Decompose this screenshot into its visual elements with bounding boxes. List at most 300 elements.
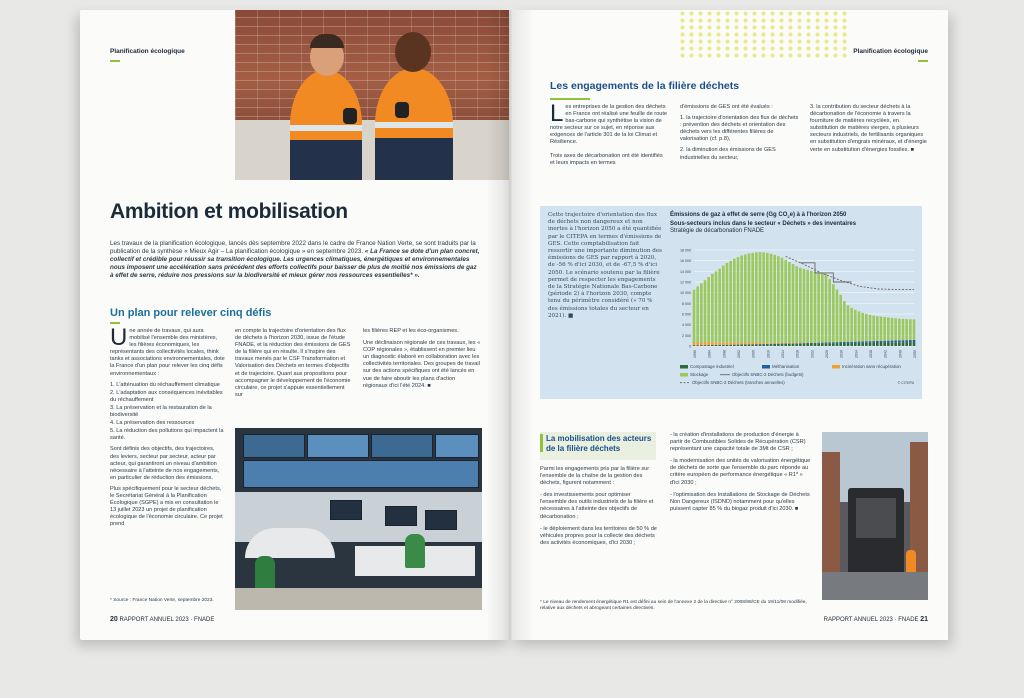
legend-label: Stockage [690,372,709,377]
x-tick-label: 2010 [766,350,771,358]
running-head: Planification écologique [853,48,928,55]
list-item: 2. L'adaptation aux conséquences inévitables du réchauffement [110,389,223,403]
legend-swatch [680,365,688,369]
bar-methanisation [825,342,828,343]
intro-quote: « La France se dote d'un plan concret, collectif et crédible pour réussir sa transition écologique. Les urgences climatiques, énergétiques et environnementales nous imposent une accélération sans précédent des efforts collectifs pour baisser de plus de moitié nos émissions de gaz à effet de serre, réduire nos pressions sur la biodiversité et mieux gérer nos ressources essentielles* ». [110,248,480,279]
running-head-bar [110,60,120,62]
intro-text: Les travaux de la planification écologique, lancés dès septembre 2022 dans le cadre de France Nation Verte, se sont traduits par la publication de la synthèse « Mieux Agir – La planification écologique » en septembre 2023. [110,240,476,255]
wall-screen [371,434,433,458]
y-tick-label: 12 000 [680,280,691,285]
bar-compostage [718,345,721,346]
bar-stockage [832,284,835,342]
bar-incineration [718,342,721,345]
bar-stockage [733,259,736,343]
bar-incineration [762,343,765,344]
bar-methanisation [847,342,850,343]
bar-stockage [913,319,916,339]
bar-incineration [799,342,802,343]
bar-stockage [806,270,809,343]
legend-label: Objectifs SNBC-2 Déchets (budgets) [732,372,804,377]
chart-credit: © CITEPA [897,381,914,385]
magazine-spread [80,10,948,640]
bar-methanisation [894,340,897,342]
paragraph: en compte la trajectoire d'orientation des flux de déchets à l'horizon 2030, issue de l'étude FNADE, et la réduction des émissions de GES de la filière qui en résulte. Il s'inspire des travaux menés par le CSF Transformation et Valorisation des Déchets en termes d'objectifs et de trajectoire. Quant aux propositions pour accompagner le développement de l'économie circulaire, ce projet s'appuie essentiellement sur [235,328,351,398]
bar-incineration [711,342,714,345]
bar-incineration [715,342,718,345]
garbage-truck-photo [822,432,928,600]
bar-incineration [704,342,707,345]
bar-stockage [766,253,769,343]
floor [235,588,482,610]
bar-compostage [850,343,853,346]
bar-methanisation [817,343,820,344]
list-item: 5. La réduction des pollutions qui impactent la santé. [110,428,224,442]
chart-panel [540,206,922,399]
bar-compostage [836,343,839,346]
bar-stockage [700,283,703,342]
bar-incineration [696,342,699,345]
control-desk [245,528,335,558]
bar-incineration [781,343,784,344]
bar-compostage [858,343,861,346]
bar-compostage [887,342,890,346]
bar-compostage [744,344,747,346]
bar-stockage [850,308,853,342]
bar-methanisation [850,342,853,343]
bar-stockage [715,271,718,342]
list-item: 4. La préservation des ressources [110,420,195,427]
bar-stockage [817,272,820,342]
operator [255,556,275,590]
bar-compostage [726,345,729,346]
list-item: - la création d'installations de production d'énergie à partir de Combustibles Solides de Récupération (CSR) représentant une capacité totale de 3Mt de CSR ; [670,432,806,453]
bar-incineration [740,342,743,344]
list-item: 3. La préservation et la restauration de la biodiversité [110,404,212,419]
bar-incineration [788,343,791,344]
bar-incineration [707,342,710,345]
x-tick-label: 2006 [751,350,756,358]
bar-methanisation [872,341,875,342]
x-tick-label: 1998 [722,350,727,358]
y-tick-label: 18 000 [680,248,691,253]
bar-incineration [744,342,747,344]
bar-stockage [781,258,784,343]
bar-incineration [722,342,725,345]
text-column-3 [363,328,481,390]
worker-left-trousers [290,140,362,180]
drop-cap: L [550,100,564,127]
x-tick-label: 2018 [795,350,800,358]
legend-label: Objectifs SNBC-2 Déchets (tranches annuelles) [692,380,785,385]
bar-incineration [777,343,780,344]
paragraph: d'émissions de GES ont été évalués : [680,104,773,110]
list-item: 2. la diminution des émissions de GES industrielles du secteur, [680,147,776,161]
street [822,572,928,600]
y-tick-label: 6 000 [682,312,691,317]
bar-compostage [817,343,820,346]
bar-stockage [839,295,842,342]
bar-compostage [707,345,710,346]
x-tick-label: 2030 [839,350,844,358]
bar-stockage [773,255,776,343]
bar-compostage [832,343,835,346]
bar-compostage [777,344,780,346]
monitor [425,510,457,530]
bar-compostage [729,345,732,346]
bar-stockage [810,271,813,342]
bar-compostage [788,344,791,346]
worker [906,550,916,572]
section-title: Un plan pour relever cinq défis [110,307,272,319]
x-tick-label: 2026 [825,350,829,358]
bar-stockage [795,266,798,342]
emissions-chart [540,206,922,399]
bar-incineration [748,342,751,344]
list-item: - le déploiement dans les territoires de 50 % de véhicules propres pour la collecte des déchets des activités économiques, d'ici 2030 ; [540,525,657,546]
bar-stockage [722,266,725,343]
bar-methanisation [821,343,824,344]
bar-stockage [792,264,795,342]
bar-incineration [737,342,740,344]
defis-list [110,382,225,443]
bar-stockage [825,274,828,342]
bar-incineration [806,342,809,343]
bar-incineration [726,342,729,344]
bar-compostage [799,344,802,346]
bar-compostage [696,345,699,346]
bar-methanisation [858,342,861,343]
page-title: Ambition et mobilisation [110,200,348,223]
bar-methanisation [898,340,901,342]
bar-compostage [902,342,905,346]
folio-text: RAPPORT ANNUEL 2023 · FNADE [823,617,919,623]
bar-incineration [792,343,795,344]
text-column-1 [550,100,668,167]
bar-stockage [711,274,714,342]
bar-compostage [762,344,765,346]
bar-compostage [781,344,784,346]
bar-stockage [799,268,802,343]
wall-screen [243,434,305,458]
list-item: - la modernisation des unités de valorisation énergétique de déchets de sorte que l'ensemble du parc réponde au critère européen de performance énergétique « R1* » d'ici 2030 ; [670,458,811,486]
bar-stockage [902,319,905,340]
x-tick-label: 1994 [707,350,712,358]
worker-right-trousers [375,138,453,180]
y-tick-label: 8 000 [682,301,691,306]
bar-stockage [858,311,861,341]
bar-methanisation [913,340,916,342]
bar-stockage [718,269,721,343]
mobilisation-title: La mobilisation des acteurs de la filière déchets [546,434,652,453]
bar-compostage [693,345,696,346]
bar-compostage [869,343,872,346]
paragraph: ne année de travaux, qui aura mobilisé l'ensemble des ministères, les filières économiques, les représentants des collectivités locales, think tanks et associations environnementales, dote la France d'un plan pour relever les cinq défis environnementaux : [110,328,225,377]
bar-compostage [722,345,725,346]
bar-stockage [814,272,817,343]
bar-compostage [806,344,809,346]
reflective-stripe [290,125,362,131]
bar-methanisation [883,341,886,343]
bar-compostage [770,344,773,346]
bar-stockage [737,257,740,342]
monitor [385,506,417,526]
x-tick-label: 2050 [913,350,917,358]
legend-label: Compostage industriel [690,364,734,369]
bar-stockage [729,261,732,343]
bar-methanisation [843,342,846,343]
bar-compostage [821,343,824,346]
mobilisation-bar [540,434,543,452]
list-item: - l'optimisation des Installations de Stockage de Déchets Non Dangereux (ISDND) notamment pour qu'elles puissent capter 85 % du biogaz produit d'ici 2030. ■ [670,491,810,512]
bar-compostage [751,344,754,346]
bar-incineration [766,343,769,344]
building [822,452,840,572]
bar-compostage [861,343,864,346]
chart-title-text: Émissions de gaz à effet de serre (Gg CO [670,212,788,218]
bar-compostage [909,342,912,346]
bar-stockage [770,254,773,343]
bar-compostage [894,342,897,346]
bar-stockage [880,317,883,341]
bar-methanisation [828,342,831,343]
text-column-2 [235,328,353,399]
chart-title-text: e) à à l'horizon 2050 [789,212,847,218]
paragraph: Une déclinaison régionale de ces travaux, les « COP régionales », établissent en premier lieu un diagnostic élaboré en collaboration avec les collectivités territoriales. Des groupes de travail sur des actions spécifiques ont été lancés en vue de faire aboutir les plans d'action régionaux d'ici l'été 2024. ■ [363,340,481,389]
bar-stockage [788,262,791,343]
running-head: Planification écologique [110,48,185,55]
x-tick-label: 2042 [883,350,888,358]
bar-compostage [847,343,850,346]
bar-methanisation [839,342,842,343]
bar-incineration [773,343,776,344]
bar-compostage [795,344,798,346]
bar-incineration [810,342,813,343]
bar-compostage [880,342,883,346]
bar-compostage [898,342,901,346]
list-item: 1. L'atténuation du réchauffement climatique [110,381,220,388]
bar-methanisation [861,341,864,342]
bar-stockage [693,290,696,342]
y-tick-label: 16 000 [680,259,691,264]
bar-compostage [759,344,762,346]
bar-stockage [821,273,824,342]
bar-incineration [693,342,696,345]
workers-photo [235,10,509,180]
bar-compostage [883,342,886,346]
worker-right-head [395,32,431,72]
bar-stockage [777,256,780,342]
bar-stockage [861,313,864,341]
legend-swatch [762,365,770,369]
page-number: 21 [920,616,928,623]
bar-stockage [740,255,743,342]
bar-compostage [839,343,842,346]
bar-methanisation [909,340,912,342]
running-head-bar [918,60,928,62]
paragraph: Trois axes de décarbonation ont été identifiés et leurs impacts en termes [550,152,663,166]
legend-label: Méthanisation [772,364,800,369]
y-tick-label: 4 000 [682,323,691,328]
reflective-stripe [375,122,453,128]
chart-title-sub: 2 [787,214,790,220]
bar-stockage [759,252,762,342]
chart-commentary: Cette trajectoire d'orientation des flux de déchets non dangereux et non inertes à l'horizon 2050 a été quantifiée par le CITEPA en termes d'émissions de GES. Cette comptabilisation fait ressortir une importante diminution des émissions de GES par rapport à 2020, de -56 % d'ici 2030, et de -67,5 % d'ici 2050. Le scénario soutenu par la filière permet de respecter les engagements de la Stratégie Nationale Bas-Carbone (période 2) à l'horizon 2030, compte tenu du périmètre considéré (» 70 % des émissions totales du secteur en 2021). ■ [548,212,663,319]
bar-stockage [751,253,754,343]
bar-compostage [715,345,718,346]
bar-stockage [828,279,831,342]
wall-screen [243,460,479,488]
truck-hopper [856,498,896,538]
operator [405,534,425,568]
legend-label: Incinération sans récupération [842,364,901,369]
list-item: - des investissements pour optimiser l'ensemble des outils industriels de la filière et nécessaires à l'atteinte des objectifs de décarbonation ; [540,492,654,520]
right-page [510,10,948,640]
bar-methanisation [887,341,890,343]
bar-stockage [707,277,710,342]
x-tick-label: 2038 [869,350,873,358]
bar-stockage [744,254,747,342]
bar-compostage [814,343,817,346]
bar-stockage [872,315,875,340]
bar-compostage [784,344,787,346]
bar-compostage [711,345,714,346]
bar-methanisation [869,341,872,342]
y-tick-label: 2 000 [682,333,691,338]
bar-stockage [854,310,857,341]
bar-stockage [784,260,787,343]
bar-incineration [733,342,736,344]
bar-compostage [810,343,813,346]
paragraph: es entreprises de la gestion des déchets en France ont réalisé une feuille de route bas-carbone qui synthétise la vision de notre secteur sur ce sujet, en réponse aux exigences de l'article 301 de la loi Climat et Résilience. [550,104,668,146]
glove [395,102,409,118]
bar-compostage [755,344,758,346]
x-tick-label: 2002 [737,350,741,358]
bar-stockage [803,269,806,343]
bar-stockage [894,318,897,340]
bar-methanisation [810,343,813,344]
bar-compostage [854,343,857,346]
bar-compostage [740,345,743,346]
bar-methanisation [865,341,868,342]
bar-compostage [748,344,751,346]
bar-incineration [755,343,758,345]
bar-incineration [700,342,703,345]
bar-methanisation [891,341,894,343]
bar-incineration [751,343,754,345]
bar-methanisation [880,341,883,343]
paragraph: Parmi les engagements pris par la filière sur l'ensemble de la chaîne de la gestion des déchets, figurent notamment : [540,466,650,487]
wall-screen [307,434,369,458]
bar-methanisation [806,343,809,344]
bar-methanisation [814,343,817,344]
bar-stockage [726,263,729,342]
bar-stockage [883,317,886,340]
paragraph: Plus spécifiquement pour le secteur déchets, le Secrétariat Général à la Planification Écologique (SGPE) a mis en consultation le 13 juillet 2023 un projet de planification écologique de l'économie circulaire. Ce projet prend [110,485,223,528]
bar-incineration [803,342,806,343]
bar-stockage [909,319,912,340]
section-title: Les engagements de la filière déchets [550,80,740,92]
bar-stockage [748,253,751,342]
bar-methanisation [905,340,908,342]
bar-compostage [865,343,868,346]
bar-compostage [843,343,846,346]
bar-stockage [755,252,758,342]
mobilisation-column-2 [670,432,812,513]
bar-stockage [898,319,901,340]
bar-incineration [770,343,773,344]
bar-methanisation [836,342,839,343]
text-column-2 [680,104,800,162]
bar-compostage [704,345,707,346]
bar-compostage [700,345,703,346]
bar-incineration [784,343,787,344]
folio [110,616,214,623]
intro-paragraph [110,240,480,280]
bar-stockage [704,280,707,342]
bar-incineration [814,342,817,343]
bar-methanisation [902,340,905,342]
bar-incineration [759,343,762,344]
bar-compostage [905,342,908,346]
bar-compostage [733,345,736,346]
x-tick-label: 2046 [898,350,903,358]
bar-stockage [891,318,894,340]
bar-compostage [872,343,875,346]
list-item: 1. la trajectoire d'orientation des flux de déchets : prévention des déchets et orientation des déchets vers les différentes filières de valorisation (cf. p.8), [680,115,799,143]
bar-compostage [825,343,828,346]
y-tick-label: 0 [689,344,691,349]
bar-compostage [766,344,769,346]
bar-compostage [828,343,831,346]
bar-methanisation [803,343,806,344]
x-tick-label: 2014 [781,350,785,358]
mobilisation-column-1 [540,466,658,547]
bar-incineration [795,343,798,344]
control-room-photo [235,428,482,610]
list-item: 3. la contribution du secteur déchets à la décarbonation de l'économie à travers la fourniture de matières recyclées, en substitution de matières vierges, à plusieurs secteurs industriels, de fertilisants organiques en substitution d'engrais minéraux, et d'énergie verte en substitution d'énergies fossiles. ■ [810,104,927,153]
left-page [80,10,510,640]
footnote: * Le niveau de rendement énergétique R1 est défini au sein de l'annexe 2 de la directive n° 2008/98/CE du 19/11/08 modifiée, relative aux déchets et abrogeant certaines directives. [540,600,807,611]
bar-compostage [876,343,879,346]
bar-incineration [729,342,732,344]
bar-compostage [773,344,776,346]
source-note: * Source : France Nation Verte, septembre 2023. [110,598,214,603]
folio-text: RAPPORT ANNUEL 2023 · FNADE [119,617,215,623]
bar-stockage [843,301,846,342]
bar-methanisation [832,342,835,343]
chart-subtitle-2: Stratégie de décarbonation FNADE [670,228,765,234]
bar-stockage [887,317,890,340]
paragraph: Sont définis des objectifs, des trajectoires, des leviers, secteur par secteur, acteur par acteur, qui garantiront un niveau d'ambition nécessaire à l'atteinte de nos engagements, en particulier de réduction des émissions. [110,446,220,481]
drop-cap: U [110,324,128,351]
bar-stockage [762,252,765,342]
wall-ledge [235,120,509,180]
chart-subtitle: Sous-secteurs inclus dans le secteur « Déchets » des inventaires [670,220,857,227]
bar-methanisation [854,342,857,343]
text-column-1 [110,324,225,532]
wall-screen [435,434,479,458]
bar-compostage [803,344,806,346]
monitor [330,500,362,520]
legend-swatch [680,373,688,377]
x-tick-label: 2034 [854,350,859,358]
bar-stockage [876,316,879,341]
bar-stockage [696,287,699,342]
paragraph: les filières REP et les éco-organismes. [363,328,459,334]
decorative-dots [678,10,848,60]
y-tick-label: 10 000 [680,291,691,296]
x-tick-label: 1990 [693,350,697,358]
